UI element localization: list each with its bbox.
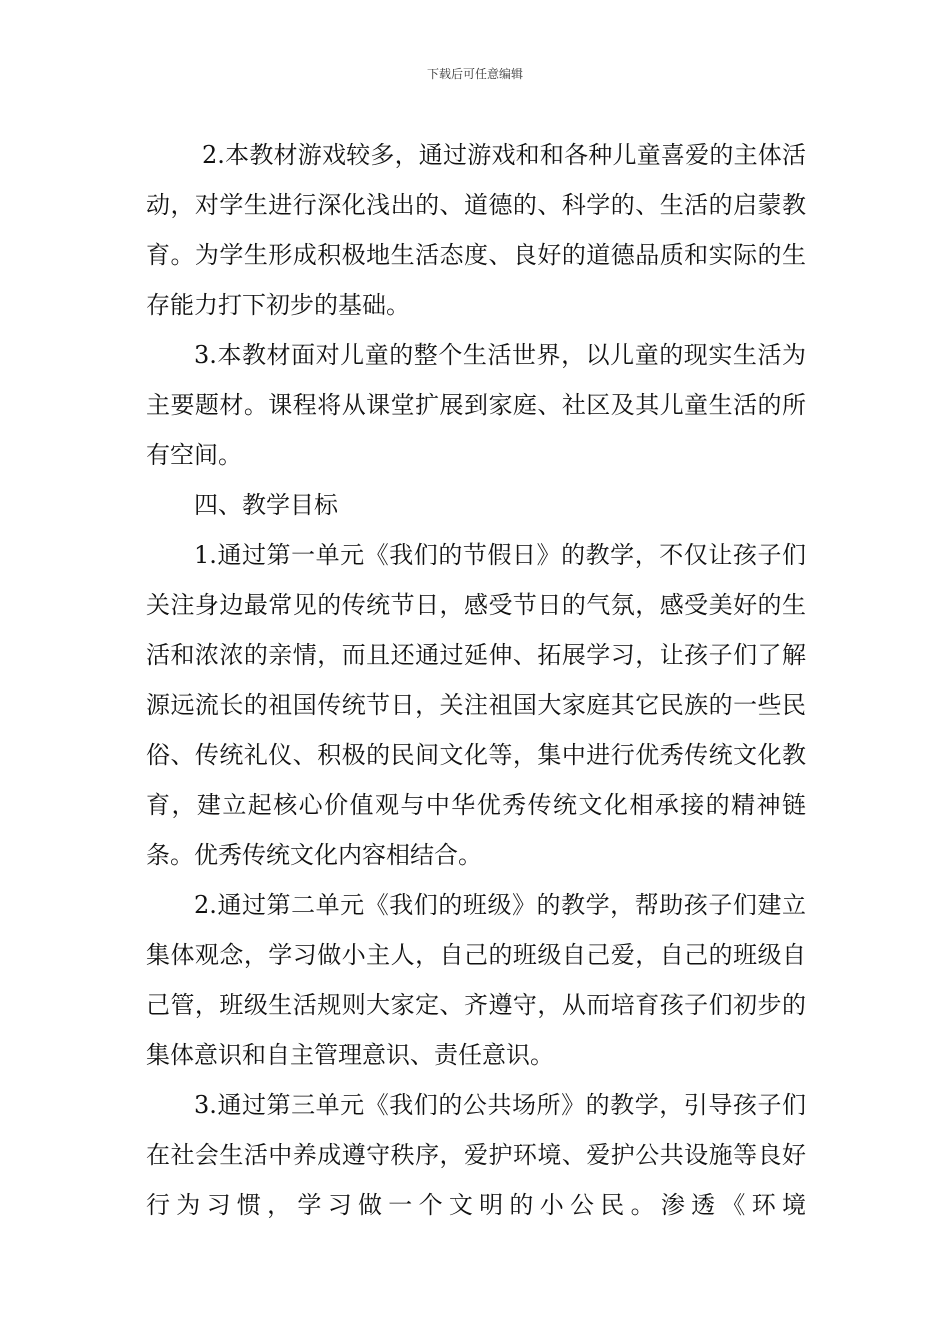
- paragraph-textbook-games: 2.本教材游戏较多，通过游戏和和各种儿童喜爱的主体活动，对学生进行深化浅出的、道德的、科学的、生活的启蒙教育。为学生形成积极地生活态度、良好的道德品质和实际的生存能力打下初步的基础。: [146, 141, 806, 319]
- document-body: [146, 130, 806, 1230]
- paragraph-unit-three: 3.通过第三单元《我们的公共场所》的教学，引导孩子们在社会生活中养成遵守秩序，爱护环境、爱护公共设施等良好行为习惯，学习做一个文明的小公民。渗透《环境: [146, 1091, 806, 1219]
- section-heading-teaching-goals: 四、教学目标: [194, 491, 338, 519]
- paragraph-unit-one: 1.通过第一单元《我们的节假日》的教学，不仅让孩子们关注身边最常见的传统节日，感受节日的气氛，感受美好的生活和浓浓的亲情，而且还通过延伸、拓展学习，让孩子们了解源远流长的祖国传统节日，关注祖国大家庭其它民族的一些民俗、传统礼仪、积极的民间文化等，集中进行优秀传统文化教育，建立起核心价值观与中华优秀传统文化相承接的精神链条。优秀传统文化内容相结合。: [146, 541, 806, 869]
- paragraph-textbook-life-world: 3.本教材面对儿童的整个生活世界，以儿童的现实生活为主要题材。课程将从课堂扩展到家庭、社区及其儿童生活的所有空间。: [146, 341, 806, 469]
- page-header: 下载后可任意编辑: [426, 67, 523, 81]
- paragraph-unit-two: 2.通过第二单元《我们的班级》的教学，帮助孩子们建立集体观念，学习做小主人，自己的班级自己爱，自己的班级自己管，班级生活规则大家定、齐遵守，从而培育孩子们初步的集体意识和自主管理意识、责任意识。: [146, 891, 806, 1069]
